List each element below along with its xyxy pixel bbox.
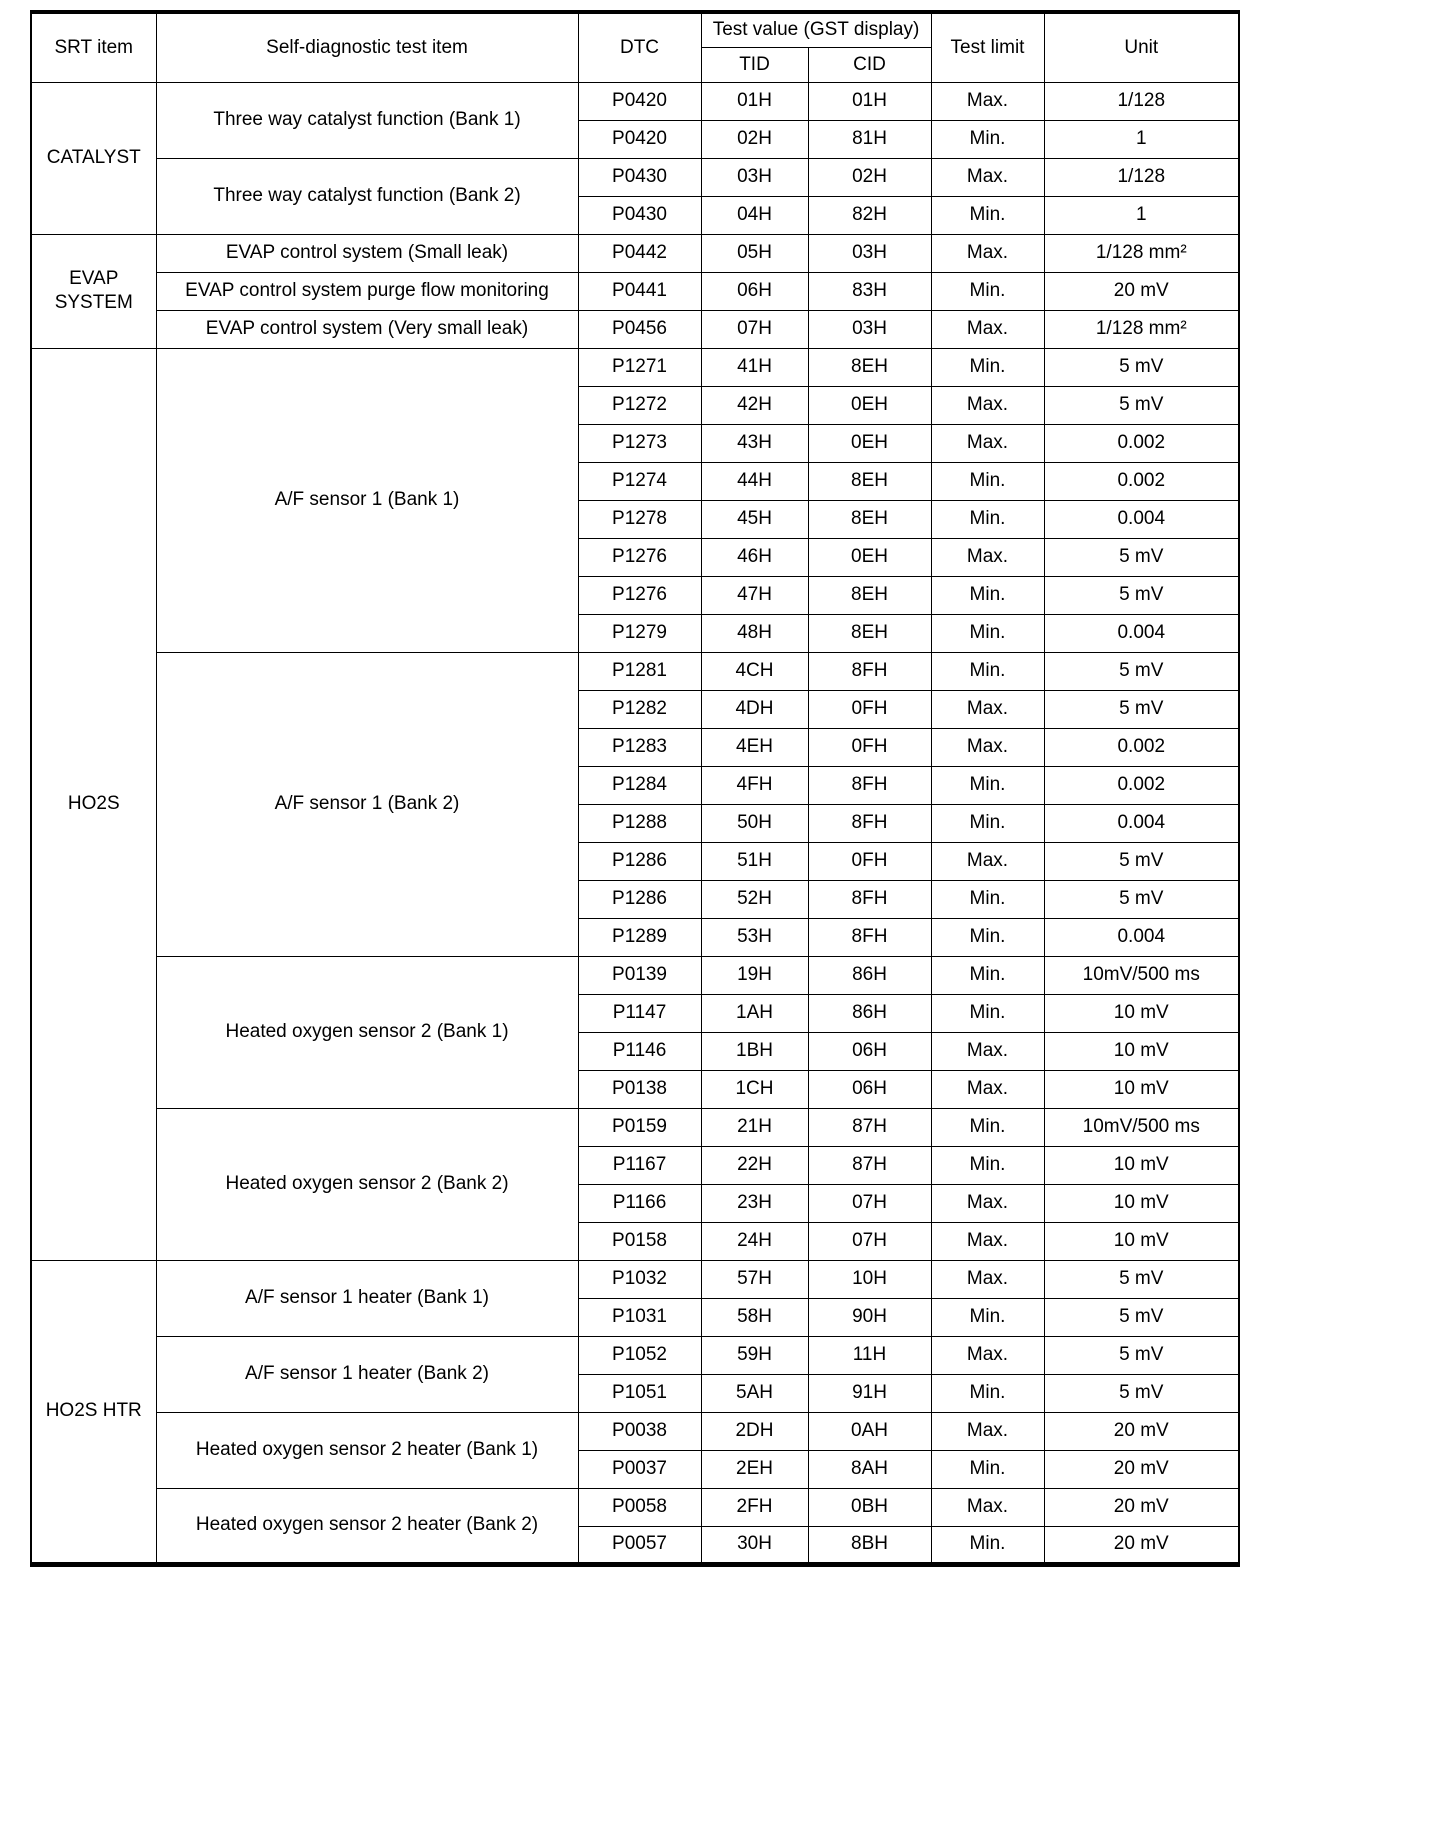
tid-cell: 2DH	[701, 1412, 808, 1450]
dtc-cell: P0420	[578, 120, 701, 158]
unit-cell: 0.004	[1044, 918, 1239, 956]
cid-cell: 0EH	[808, 538, 931, 576]
tid-cell: 4FH	[701, 766, 808, 804]
test-item-cell: A/F sensor 1 heater (Bank 1)	[156, 1260, 578, 1336]
dtc-cell: P0158	[578, 1222, 701, 1260]
test-limit-cell: Max.	[931, 158, 1044, 196]
table-row	[31, 956, 1239, 994]
cid-cell: 87H	[808, 1108, 931, 1146]
cid-cell: 8AH	[808, 1450, 931, 1488]
dtc-cell: P0038	[578, 1412, 701, 1450]
cid-cell: 0AH	[808, 1412, 931, 1450]
unit-cell: 10 mV	[1044, 1146, 1239, 1184]
test-limit-cell: Max.	[931, 1260, 1044, 1298]
tid-cell: 03H	[701, 158, 808, 196]
unit-cell: 1/128 mm²	[1044, 234, 1239, 272]
dtc-cell: P1283	[578, 728, 701, 766]
table-row	[31, 652, 1239, 690]
tid-cell: 44H	[701, 462, 808, 500]
dtc-cell: P1032	[578, 1260, 701, 1298]
unit-cell: 5 mV	[1044, 538, 1239, 576]
tid-cell: 59H	[701, 1336, 808, 1374]
tid-cell: 01H	[701, 82, 808, 120]
unit-cell: 10 mV	[1044, 994, 1239, 1032]
col-header-dtc: DTC	[578, 12, 701, 82]
cid-cell: 86H	[808, 956, 931, 994]
test-item-cell: A/F sensor 1 (Bank 1)	[156, 348, 578, 652]
cid-cell: 8FH	[808, 652, 931, 690]
tid-cell: 46H	[701, 538, 808, 576]
cid-cell: 8EH	[808, 500, 931, 538]
dtc-cell: P1146	[578, 1032, 701, 1070]
test-item-cell: Three way catalyst function (Bank 2)	[156, 158, 578, 234]
tid-cell: 04H	[701, 196, 808, 234]
tid-cell: 22H	[701, 1146, 808, 1184]
dtc-cell: P1289	[578, 918, 701, 956]
cid-cell: 07H	[808, 1184, 931, 1222]
test-item-cell: Heated oxygen sensor 2 heater (Bank 2)	[156, 1488, 578, 1564]
cid-cell: 8FH	[808, 766, 931, 804]
unit-cell: 5 mV	[1044, 690, 1239, 728]
test-limit-cell: Max.	[931, 1032, 1044, 1070]
dtc-cell: P1052	[578, 1336, 701, 1374]
unit-cell: 20 mV	[1044, 1488, 1239, 1526]
unit-cell: 10 mV	[1044, 1184, 1239, 1222]
cid-cell: 0FH	[808, 728, 931, 766]
test-limit-cell: Max.	[931, 1412, 1044, 1450]
cid-cell: 0FH	[808, 842, 931, 880]
test-limit-cell: Max.	[931, 728, 1044, 766]
cid-cell: 87H	[808, 1146, 931, 1184]
dtc-cell: P1271	[578, 348, 701, 386]
dtc-cell: P0430	[578, 158, 701, 196]
table-row	[31, 1108, 1239, 1146]
unit-cell: 0.004	[1044, 500, 1239, 538]
test-limit-cell: Min.	[931, 880, 1044, 918]
unit-cell: 20 mV	[1044, 272, 1239, 310]
table-row	[31, 82, 1239, 120]
unit-cell: 10 mV	[1044, 1070, 1239, 1108]
cid-cell: 8EH	[808, 462, 931, 500]
test-limit-cell: Min.	[931, 766, 1044, 804]
cid-cell: 10H	[808, 1260, 931, 1298]
srt-item-cell: CATALYST	[31, 82, 156, 234]
tid-cell: 1BH	[701, 1032, 808, 1070]
unit-cell: 20 mV	[1044, 1450, 1239, 1488]
test-item-cell: EVAP control system purge flow monitoring	[156, 272, 578, 310]
srt-table-body	[31, 82, 1239, 1564]
unit-cell: 10mV/500 ms	[1044, 1108, 1239, 1146]
unit-cell: 5 mV	[1044, 576, 1239, 614]
dtc-cell: P0138	[578, 1070, 701, 1108]
test-limit-cell: Max.	[931, 82, 1044, 120]
test-item-cell: Heated oxygen sensor 2 heater (Bank 1)	[156, 1412, 578, 1488]
cid-cell: 83H	[808, 272, 931, 310]
tid-cell: 45H	[701, 500, 808, 538]
tid-cell: 43H	[701, 424, 808, 462]
tid-cell: 5AH	[701, 1374, 808, 1412]
test-limit-cell: Max.	[931, 538, 1044, 576]
dtc-cell: P0441	[578, 272, 701, 310]
srt-item-cell: HO2S	[31, 348, 156, 1260]
test-limit-cell: Max.	[931, 310, 1044, 348]
test-limit-cell: Max.	[931, 1336, 1044, 1374]
test-limit-cell: Min.	[931, 462, 1044, 500]
unit-cell: 1	[1044, 196, 1239, 234]
header-row-1	[31, 12, 1239, 47]
cid-cell: 0EH	[808, 386, 931, 424]
tid-cell: 58H	[701, 1298, 808, 1336]
dtc-cell: P1279	[578, 614, 701, 652]
cid-cell: 11H	[808, 1336, 931, 1374]
unit-cell: 5 mV	[1044, 1260, 1239, 1298]
dtc-cell: P1282	[578, 690, 701, 728]
test-limit-cell: Max.	[931, 1222, 1044, 1260]
test-limit-cell: Min.	[931, 804, 1044, 842]
cid-cell: 0FH	[808, 690, 931, 728]
test-limit-cell: Min.	[931, 1146, 1044, 1184]
test-limit-cell: Min.	[931, 500, 1044, 538]
dtc-cell: P1031	[578, 1298, 701, 1336]
unit-cell: 0.002	[1044, 766, 1239, 804]
dtc-cell: P1288	[578, 804, 701, 842]
test-item-cell: A/F sensor 1 heater (Bank 2)	[156, 1336, 578, 1412]
unit-cell: 0.002	[1044, 424, 1239, 462]
dtc-cell: P0442	[578, 234, 701, 272]
test-limit-cell: Min.	[931, 994, 1044, 1032]
unit-cell: 0.004	[1044, 614, 1239, 652]
test-limit-cell: Min.	[931, 614, 1044, 652]
test-limit-cell: Min.	[931, 1298, 1044, 1336]
unit-cell: 10 mV	[1044, 1032, 1239, 1070]
dtc-cell: P0057	[578, 1526, 701, 1564]
unit-cell: 5 mV	[1044, 348, 1239, 386]
table-row	[31, 272, 1239, 310]
cid-cell: 8FH	[808, 918, 931, 956]
test-item-cell: A/F sensor 1 (Bank 2)	[156, 652, 578, 956]
test-item-cell: Heated oxygen sensor 2 (Bank 2)	[156, 1108, 578, 1260]
dtc-cell: P1276	[578, 576, 701, 614]
test-limit-cell: Min.	[931, 1108, 1044, 1146]
tid-cell: 05H	[701, 234, 808, 272]
tid-cell: 02H	[701, 120, 808, 158]
tid-cell: 41H	[701, 348, 808, 386]
tid-cell: 1CH	[701, 1070, 808, 1108]
tid-cell: 51H	[701, 842, 808, 880]
test-limit-cell: Min.	[931, 956, 1044, 994]
col-header-test-item: Self-diagnostic test item	[156, 12, 578, 82]
col-header-tid: TID	[701, 47, 808, 82]
dtc-cell: P0159	[578, 1108, 701, 1146]
unit-cell: 20 mV	[1044, 1412, 1239, 1450]
test-limit-cell: Min.	[931, 1374, 1044, 1412]
test-limit-cell: Max.	[931, 842, 1044, 880]
cid-cell: 8FH	[808, 880, 931, 918]
cid-cell: 8EH	[808, 614, 931, 652]
test-item-cell: Heated oxygen sensor 2 (Bank 1)	[156, 956, 578, 1108]
col-header-cid: CID	[808, 47, 931, 82]
unit-cell: 5 mV	[1044, 652, 1239, 690]
table-row	[31, 1488, 1239, 1526]
tid-cell: 07H	[701, 310, 808, 348]
tid-cell: 52H	[701, 880, 808, 918]
test-limit-cell: Min.	[931, 1526, 1044, 1564]
dtc-cell: P1167	[578, 1146, 701, 1184]
dtc-cell: P0139	[578, 956, 701, 994]
table-row	[31, 1412, 1239, 1450]
dtc-cell: P1286	[578, 842, 701, 880]
cid-cell: 8EH	[808, 576, 931, 614]
unit-cell: 5 mV	[1044, 880, 1239, 918]
test-limit-cell: Min.	[931, 576, 1044, 614]
cid-cell: 82H	[808, 196, 931, 234]
cid-cell: 02H	[808, 158, 931, 196]
cid-cell: 01H	[808, 82, 931, 120]
unit-cell: 5 mV	[1044, 842, 1239, 880]
table-row	[31, 158, 1239, 196]
unit-cell: 5 mV	[1044, 386, 1239, 424]
test-item-cell: EVAP control system (Very small leak)	[156, 310, 578, 348]
test-limit-cell: Min.	[931, 348, 1044, 386]
col-header-srt-item: SRT item	[31, 12, 156, 82]
cid-cell: 07H	[808, 1222, 931, 1260]
dtc-cell: P0037	[578, 1450, 701, 1488]
cid-cell: 90H	[808, 1298, 931, 1336]
test-limit-cell: Max.	[931, 234, 1044, 272]
dtc-cell: P1051	[578, 1374, 701, 1412]
cid-cell: 91H	[808, 1374, 931, 1412]
tid-cell: 21H	[701, 1108, 808, 1146]
dtc-cell: P1286	[578, 880, 701, 918]
cid-cell: 0EH	[808, 424, 931, 462]
unit-cell: 5 mV	[1044, 1374, 1239, 1412]
tid-cell: 4DH	[701, 690, 808, 728]
col-header-unit: Unit	[1044, 12, 1239, 82]
tid-cell: 53H	[701, 918, 808, 956]
cid-cell: 06H	[808, 1032, 931, 1070]
test-limit-cell: Min.	[931, 652, 1044, 690]
dtc-cell: P1278	[578, 500, 701, 538]
test-limit-cell: Max.	[931, 424, 1044, 462]
cid-cell: 8FH	[808, 804, 931, 842]
test-limit-cell: Max.	[931, 1488, 1044, 1526]
unit-cell: 0.002	[1044, 728, 1239, 766]
dtc-cell: P1273	[578, 424, 701, 462]
table-header	[31, 12, 1239, 82]
dtc-cell: P1284	[578, 766, 701, 804]
cid-cell: 8EH	[808, 348, 931, 386]
table-row	[31, 348, 1239, 386]
test-limit-cell: Max.	[931, 690, 1044, 728]
tid-cell: 50H	[701, 804, 808, 842]
tid-cell: 19H	[701, 956, 808, 994]
dtc-cell: P0420	[578, 82, 701, 120]
table-row	[31, 1260, 1239, 1298]
unit-cell: 1/128	[1044, 82, 1239, 120]
unit-cell: 0.004	[1044, 804, 1239, 842]
test-limit-cell: Min.	[931, 272, 1044, 310]
cid-cell: 06H	[808, 1070, 931, 1108]
tid-cell: 42H	[701, 386, 808, 424]
cid-cell: 03H	[808, 310, 931, 348]
tid-cell: 47H	[701, 576, 808, 614]
table-row	[31, 310, 1239, 348]
unit-cell: 1/128 mm²	[1044, 310, 1239, 348]
col-header-test-value: Test value (GST display)	[701, 12, 931, 47]
tid-cell: 57H	[701, 1260, 808, 1298]
test-limit-cell: Min.	[931, 918, 1044, 956]
dtc-cell: P1272	[578, 386, 701, 424]
dtc-cell: P1281	[578, 652, 701, 690]
unit-cell: 1/128	[1044, 158, 1239, 196]
tid-cell: 2FH	[701, 1488, 808, 1526]
dtc-cell: P0058	[578, 1488, 701, 1526]
dtc-cell: P1274	[578, 462, 701, 500]
tid-cell: 23H	[701, 1184, 808, 1222]
dtc-cell: P1276	[578, 538, 701, 576]
test-limit-cell: Max.	[931, 386, 1044, 424]
test-limit-cell: Min.	[931, 196, 1044, 234]
unit-cell: 10 mV	[1044, 1222, 1239, 1260]
srt-item-cell: EVAP SYSTEM	[31, 234, 156, 348]
unit-cell: 5 mV	[1044, 1336, 1239, 1374]
cid-cell: 03H	[808, 234, 931, 272]
srt-item-cell: HO2S HTR	[31, 1260, 156, 1564]
unit-cell: 10mV/500 ms	[1044, 956, 1239, 994]
test-item-cell: Three way catalyst function (Bank 1)	[156, 82, 578, 158]
table-row	[31, 234, 1239, 272]
dtc-cell: P0456	[578, 310, 701, 348]
test-limit-cell: Min.	[931, 120, 1044, 158]
tid-cell: 1AH	[701, 994, 808, 1032]
tid-cell: 06H	[701, 272, 808, 310]
tid-cell: 30H	[701, 1526, 808, 1564]
cid-cell: 8BH	[808, 1526, 931, 1564]
unit-cell: 5 mV	[1044, 1298, 1239, 1336]
cid-cell: 81H	[808, 120, 931, 158]
dtc-cell: P1147	[578, 994, 701, 1032]
test-limit-cell: Max.	[931, 1070, 1044, 1108]
srt-reference-table	[30, 10, 1240, 1567]
tid-cell: 4CH	[701, 652, 808, 690]
unit-cell: 0.002	[1044, 462, 1239, 500]
test-item-cell: EVAP control system (Small leak)	[156, 234, 578, 272]
dtc-cell: P0430	[578, 196, 701, 234]
table-row	[31, 1336, 1239, 1374]
test-limit-cell: Max.	[931, 1184, 1044, 1222]
test-limit-cell: Min.	[931, 1450, 1044, 1488]
tid-cell: 2EH	[701, 1450, 808, 1488]
cid-cell: 86H	[808, 994, 931, 1032]
unit-cell: 20 mV	[1044, 1526, 1239, 1564]
col-header-test-limit: Test limit	[931, 12, 1044, 82]
tid-cell: 24H	[701, 1222, 808, 1260]
dtc-cell: P1166	[578, 1184, 701, 1222]
cid-cell: 0BH	[808, 1488, 931, 1526]
tid-cell: 4EH	[701, 728, 808, 766]
unit-cell: 1	[1044, 120, 1239, 158]
tid-cell: 48H	[701, 614, 808, 652]
